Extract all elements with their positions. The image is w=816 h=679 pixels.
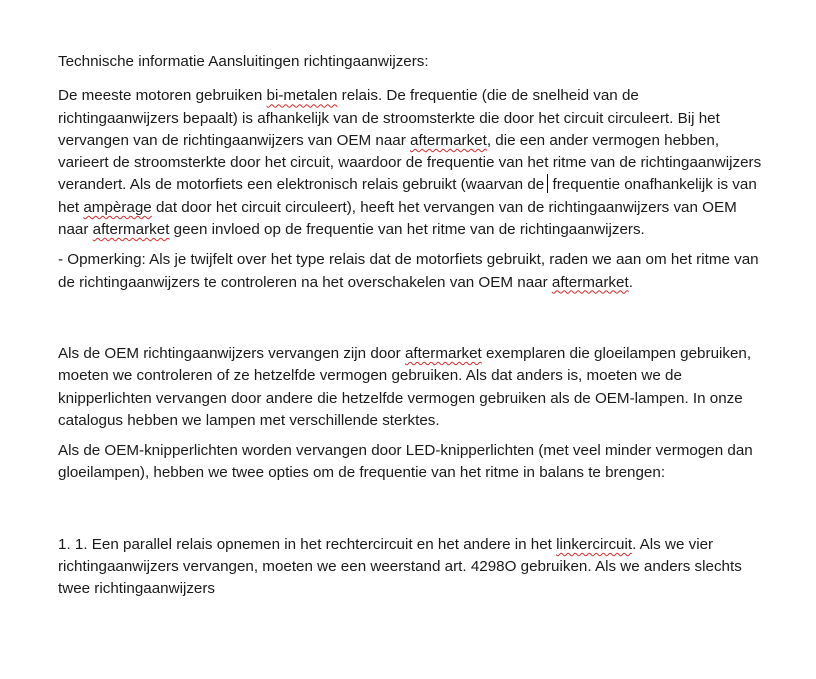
text-run: exemplaren die gloeilampen gebruiken, moeten we controleren of ze hetzelfde vermogen gebruiken. Als dat anders is, moeten we de knipperlichten vervangen door andere die hetzelfde vermogen gebruiken als de OEM-lampen. In onze catalogus hebben we lampen met verschillende sterktes. — [58, 344, 752, 429]
text-run: geen invloed op de frequentie van het ritme van de richtingaanwijzers. — [169, 221, 645, 239]
spellcheck-word[interactable]: aftermarket — [404, 344, 482, 362]
text-run: Als de OEM richtingaanwijzers vervangen zijn door — [58, 344, 405, 362]
spellcheck-word[interactable]: ampèrage — [83, 198, 152, 216]
paragraph-note — [58, 249, 763, 294]
text-run: , die een ander vermogen hebben, varieert de stroomsterkte door het circuit, waardoor de frequentie van het ritme van de richtingaanwijzers verandert. Als de motorfiets een elektronisch relais gebruikt (waarvan de — [58, 131, 762, 194]
text-run: frequentie onafhankelijk is van het — [58, 176, 757, 216]
text-run: De meeste motoren gebruiken — [58, 87, 267, 105]
paragraph-oem-bulbs — [58, 343, 763, 432]
document-heading: Technische informatie Aansluitingen richtingaanwijzers: — [58, 53, 429, 70]
spellcheck-word[interactable]: bi-metalen — [266, 87, 338, 105]
text-run: relais. De frequentie (die de snelheid van de richtingaanwijzers bepaalt) is afhankelijk van de stroomsterkte die door het circuit circuleert. Bij het vervangen van de richtingaanwijzers van OEM naar — [58, 87, 720, 149]
paragraph-option-one — [58, 534, 763, 601]
spellcheck-word[interactable]: linkercircuit — [556, 535, 633, 553]
document-body[interactable] — [58, 51, 763, 601]
text-run: dat door het circuit circuleert), heeft het vervangen van de richtingaanwijzers van OEM naar — [58, 198, 737, 239]
text-run: . — [628, 273, 633, 291]
spellcheck-word[interactable]: aftermarket — [410, 131, 487, 149]
spellcheck-word[interactable]: aftermarket — [92, 221, 170, 239]
text-run: . Als we vier richtingaanwijzers vervangen, moeten we een weerstand art. 4298O gebruiken. Als we anders slechts twee richtingaanwijzers — [58, 535, 742, 598]
spellcheck-word[interactable]: aftermarket — [551, 273, 629, 291]
paragraph-led-options: Als de OEM-knipperlichten worden vervangen door LED-knipperlichten (met veel minder vermogen dan gloeilampen), hebben we twee opties om de frequentie van het ritme in balans te brengen: — [58, 442, 753, 482]
paragraph-relay-info — [58, 85, 763, 241]
text-run: - Opmerking: Als je twijfelt over het type relais dat de motorfiets gebruikt, raden we aan om het ritme van de richtingaanwijzers te controleren na het overschakelen van OEM naar — [58, 251, 759, 291]
text-run: 1. 1. Een parallel relais opnemen in het rechtercircuit en het andere in het — [58, 535, 557, 553]
